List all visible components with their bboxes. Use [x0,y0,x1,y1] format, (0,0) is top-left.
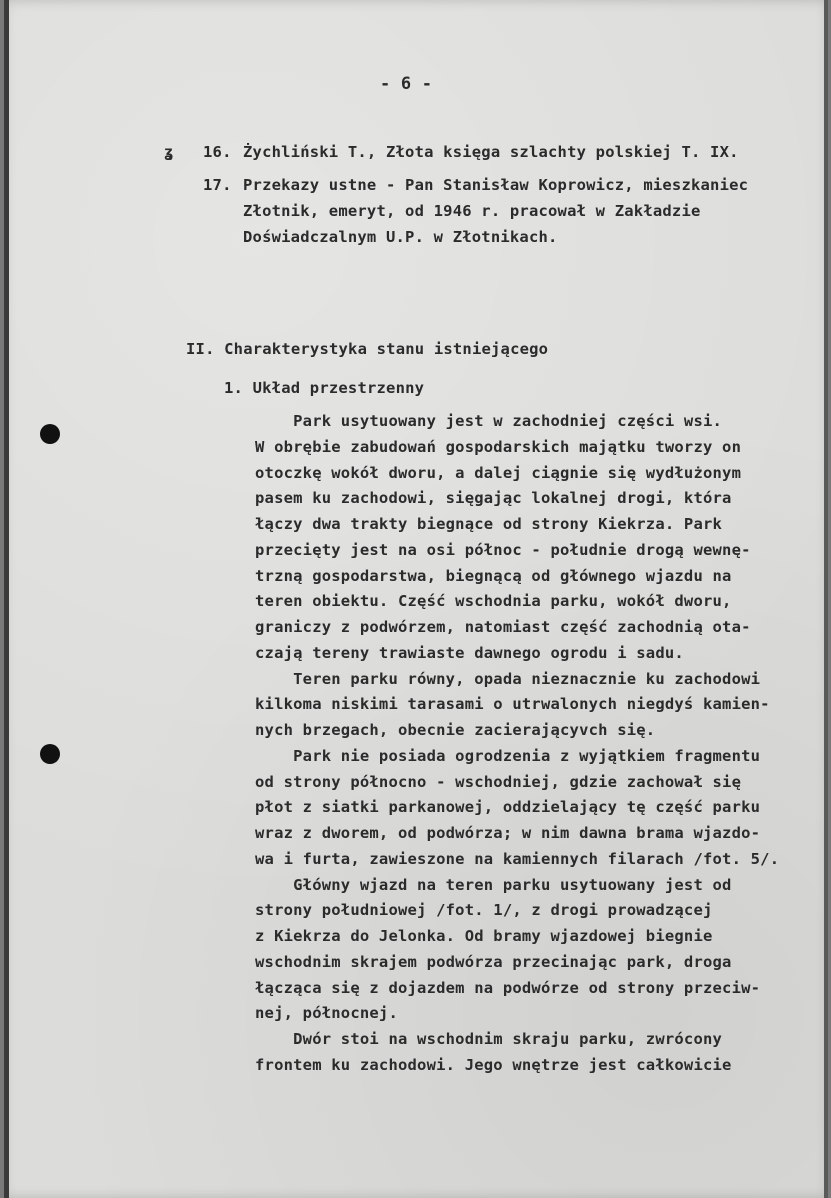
body-text-line: łączy dwa trakty biegnące od strony Kiekrza. Park [255,515,723,533]
body-text-line: czają tereny trawiaste dawnego ogrodu i sadu. [255,643,684,662]
section-heading: II. Charakterystyka stanu istniejącego [186,340,549,358]
body-text-line: strony południowej /fot. 1/, z drogi prowadzącej [255,901,713,920]
body-text-line: Teren parku równy, opada nieznacznie ku zachodowi [255,669,761,688]
body-text-line: kilkoma niskimi tarasami o utrwalonych niegdyś kamien- [255,695,770,714]
body-text-line: frontem ku zachodowi. Jego wnętrze jest całkowicie [255,1055,732,1074]
body-text-line: wa i furta, zawieszone na kamiennych filarach /fot. 5/. [255,849,780,868]
punch-hole-bottom [40,744,60,764]
body-text-line: łącząca się z dojazdem na podwórze od strony przeciw- [255,978,761,997]
footnote-16-number: 16. [203,143,232,161]
body-text-line: Park usytuowany jest w zachodniej części wsi. [255,412,723,430]
body-text-line: Park nie posiada ogrodzenia z wyjątkiem fragmentu [255,746,761,765]
body-text-line: nych brzegach, obecnie zacierającyvch się. [255,721,656,739]
subsection-heading: 1. Układ przestrzenny [224,379,425,397]
body-text-line: trzną gospodarstwa, biegnącą od głównego wjazdu na [255,566,732,585]
footnote-17-line: Przekazy ustne - Pan Stanisław Koprowicz, mieszkaniec [243,176,749,194]
body-text-line: teren obiektu. Część wschodnia parku, wokół dworu, [255,592,732,611]
scan-edge-right [824,0,828,1198]
footnote-17-line: Doświadczalnym U.P. w Złotnikach. [243,228,558,246]
body-text-line: Główny wjazd na teren parku usytuowany jest od [255,875,732,894]
scan-edge-left [4,0,9,1198]
punch-hole-top [40,424,60,444]
body-text-line: pasem ku zachodowi, sięgając lokalnej drogi, która [255,489,732,508]
body-text-line: otoczkę wokół dworu, a dalej ciągnie się wydłużonym [255,463,742,482]
footnote-17-line: Złotnik, emeryt, od 1946 r. pracował w Zakładzie [243,202,701,220]
body-text-line: Dwór stoi na wschodnim skraju parku, zwrócony [255,1030,723,1048]
body-text-line: z Kiekrza do Jelonka. Od bramy wjazdowej biegnie [255,927,713,945]
body-text-line: płot z siatki parkanowej, oddzielający tę część parku [255,798,761,817]
page-number: - 6 - [380,74,433,94]
body-text-line: wraz z dworem, od podwórza; w nim dawna brama wjazdo- [255,824,761,842]
margin-mark: ʓ [164,143,174,161]
body-text-line: przecięty jest na osi północ - południe drogą wewnę- [255,540,751,559]
body-text-line: W obrębie zabudowań gospodarskich majątku tworzy on [255,437,742,456]
body-text-line: wschodnim skrajem podwórza przecinając park, droga [255,952,732,971]
body-text-line: graniczy z podwórzem, natomiast część zachodnią ota- [255,618,751,636]
body-text-line: nej, północnej. [255,1004,398,1023]
footnote-17-number: 17. [203,176,232,194]
footnote-16-text: Żychliński T., Złota księga szlachty polskiej T. IX. [243,143,739,161]
body-text-line: od strony północno - wschodniej, gdzie zachował się [255,772,742,791]
